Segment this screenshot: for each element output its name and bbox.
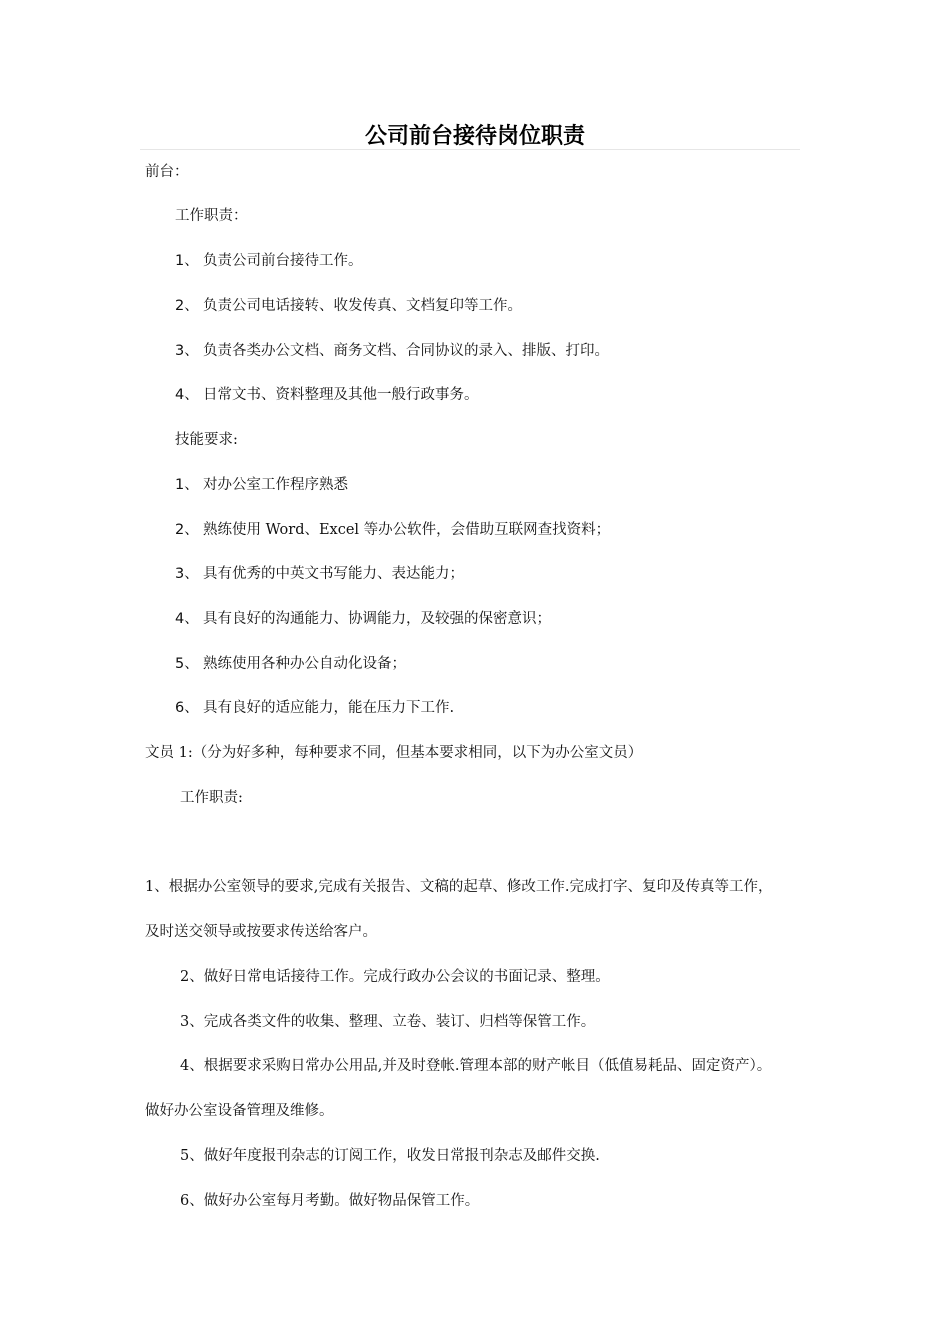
clerk-duty-item-6: 6、做好办公室每月考勤。做好物品保管工作。 xyxy=(180,1193,480,1209)
reception-duties-heading: 工作职责： xyxy=(175,208,248,224)
clerk-duty-item-1-line-2: 及时送交领导或按要求传送给客户。 xyxy=(145,924,377,940)
list-text: 熟练使用 Word、Excel 等办公软件，会借助互联网查找资料； xyxy=(203,522,611,538)
list-number: 1、 xyxy=(175,253,199,269)
reception-duty-item xyxy=(175,340,609,362)
reception-skills-heading: 技能要求: xyxy=(175,432,238,448)
document-title: 公司前台接待岗位职责 xyxy=(364,124,585,149)
list-text: 负责各类办公文档、商务文档、合同协议的录入、排版、打印。 xyxy=(203,343,609,359)
clerk-label: 文员 1:（分为好多种，每种要求不同，但基本要求相同，以下为办公室文员） xyxy=(145,745,643,761)
list-number: 3、 xyxy=(175,343,199,359)
reception-skill-item xyxy=(175,608,551,630)
list-number: 3、 xyxy=(175,566,199,582)
reception-skill-item xyxy=(175,474,348,496)
list-number: 1、 xyxy=(175,477,199,493)
list-number: 5、 xyxy=(175,656,199,672)
list-number: 2、 xyxy=(175,298,199,314)
list-text: 对办公室工作程序熟悉 xyxy=(203,477,348,493)
list-text: 熟练使用各种办公自动化设备； xyxy=(203,656,406,672)
title-rule xyxy=(140,149,800,150)
clerk-duty-item-5: 5、做好年度报刊杂志的订阅工作，收发日常报刊杂志及邮件交换. xyxy=(180,1148,600,1164)
reception-skill-item xyxy=(175,653,406,675)
clerk-duty-item-3: 3、完成各类文件的收集、整理、立卷、装订、归档等保管工作。 xyxy=(180,1014,596,1030)
clerk-duty-item-2: 2、做好日常电话接待工作。完成行政办公会议的书面记录、整理。 xyxy=(180,969,610,985)
list-number: 4、 xyxy=(175,611,199,627)
list-number: 2、 xyxy=(175,522,199,538)
list-text: 具有良好的适应能力，能在压力下工作. xyxy=(203,700,455,716)
list-number: 6、 xyxy=(175,700,199,716)
reception-label: 前台： xyxy=(145,164,189,180)
reception-duty-item xyxy=(175,384,479,406)
clerk-duties-heading: 工作职责: xyxy=(180,790,243,806)
list-number: 4、 xyxy=(175,387,199,403)
clerk-duty-item-4-line-2: 做好办公室设备管理及维修。 xyxy=(145,1103,334,1119)
reception-duty-item xyxy=(175,250,363,272)
list-text: 具有良好的沟通能力、协调能力，及较强的保密意识； xyxy=(203,611,551,627)
list-text: 负责公司前台接待工作。 xyxy=(203,253,363,269)
list-text: 负责公司电话接转、收发传真、文档复印等工作。 xyxy=(203,298,522,314)
clerk-duty-item-4-line-1: 4、根据要求采购日常办公用品,并及时登帐.管理本部的财产帐目（低值易耗品、固定资产）。 xyxy=(180,1058,772,1074)
list-text: 日常文书、资料整理及其他一般行政事务。 xyxy=(203,387,479,403)
reception-duty-item xyxy=(175,295,522,317)
reception-skill-item xyxy=(175,697,454,719)
list-text: 具有优秀的中英文书写能力、表达能力； xyxy=(203,566,464,582)
reception-skill-item xyxy=(175,563,464,585)
clerk-duty-item-1-line-1: 1、根据办公室领导的要求,完成有关报告、文稿的起草、修改工作.完成打字、复印及传真等工作， xyxy=(145,879,773,895)
reception-skill-item xyxy=(175,519,610,541)
